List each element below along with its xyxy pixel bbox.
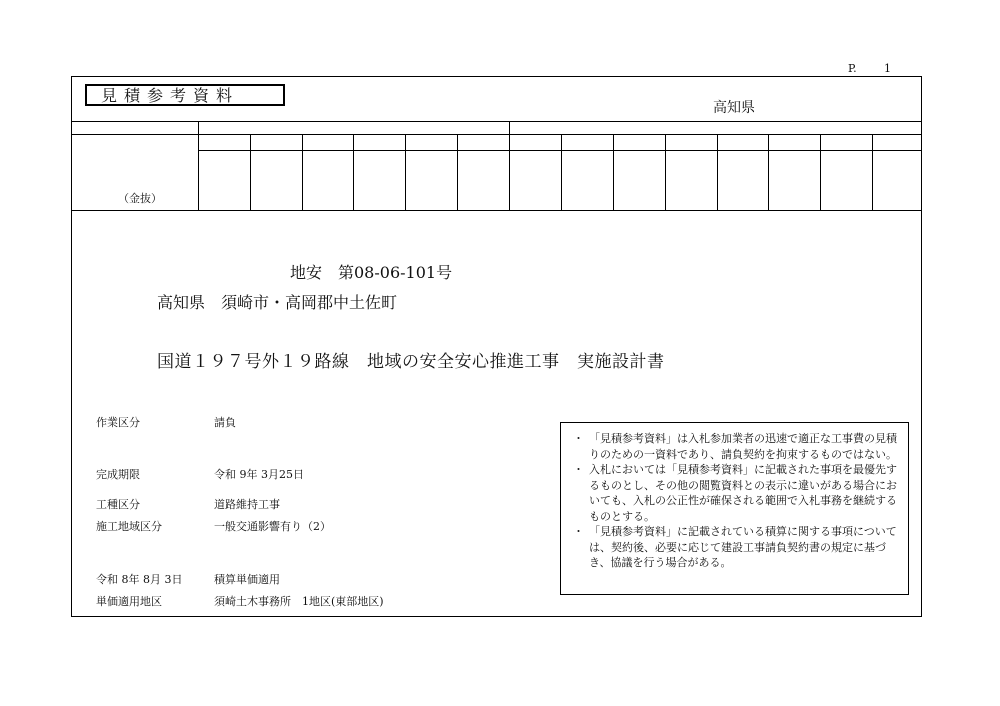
- note-item: [569, 524, 900, 571]
- field-value: 請負: [214, 416, 236, 429]
- grid-line: [768, 134, 769, 210]
- project-name: 国道１９７号外１９路線 地域の安全安心推進工事 実施設計書: [157, 352, 665, 372]
- project-number: 地安 第08-06-101号: [290, 263, 453, 282]
- note-text: 「見積参考資料」は入札参加業者の迅速で適正な工事費の見積りのための一資料であり、請負契約を拘束するものではない。: [589, 432, 897, 461]
- note-bullet: ・: [573, 463, 584, 476]
- field-label: 施工地域区分: [96, 520, 162, 533]
- amount-note: （金抜）: [118, 192, 162, 205]
- field-label: 完成期限: [96, 468, 140, 481]
- grid-line: [561, 134, 562, 210]
- grid-line: [72, 121, 921, 122]
- field-value: 須崎土木事務所 1地区(東部地区): [214, 595, 384, 608]
- grid-line: [302, 134, 303, 210]
- notes-box: [560, 422, 909, 595]
- document-title: 見積参考資料: [85, 84, 285, 106]
- grid-line: [72, 134, 921, 135]
- grid-line: [198, 121, 199, 210]
- page-number-value: 1: [884, 62, 891, 75]
- note-item: [569, 462, 900, 524]
- grid-line: [250, 134, 251, 210]
- grid-line: [717, 134, 718, 210]
- grid-line: [353, 134, 354, 210]
- field-value: 一般交通影響有り（2）: [214, 520, 331, 533]
- grid-line: [405, 134, 406, 210]
- grid-line: [457, 134, 458, 210]
- grid-line: [198, 150, 921, 151]
- field-label: 工種区分: [96, 498, 140, 511]
- grid-line: [509, 121, 510, 210]
- note-text: 入札においては「見積参考資料」に記載された事項を最優先するものとし、その他の閲覧資料との表示に違いがある場合においても、入札の公正性が確保される範囲で入札事務を継続するものとする。: [589, 463, 897, 523]
- field-value: 道路維持工事: [214, 498, 280, 511]
- field-label: 作業区分: [96, 416, 140, 429]
- grid-line: [872, 134, 873, 210]
- grid-line: [820, 134, 821, 210]
- project-location: 高知県 須崎市・高岡郡中土佐町: [157, 293, 398, 312]
- grid-line: [613, 134, 614, 210]
- page-number: [848, 62, 891, 75]
- note-item: [569, 431, 900, 462]
- page-number-label: P.: [848, 62, 857, 75]
- field-value: 令和 9年 3月25日: [214, 468, 304, 481]
- field-label: 令和 8年 8月 3日: [96, 573, 183, 586]
- note-bullet: ・: [573, 525, 584, 538]
- grid-line: [72, 210, 921, 211]
- note-text: 「見積参考資料」に記載されている積算に関する事項については、契約後、必要に応じて建設工事請負契約書の規定に基づき、協議を行う場合がある。: [589, 525, 897, 569]
- grid-line: [665, 134, 666, 210]
- field-label: 単価適用地区: [96, 595, 162, 608]
- field-value: 積算単価適用: [214, 573, 280, 586]
- prefecture-name: 高知県: [713, 100, 755, 116]
- note-bullet: ・: [573, 432, 584, 445]
